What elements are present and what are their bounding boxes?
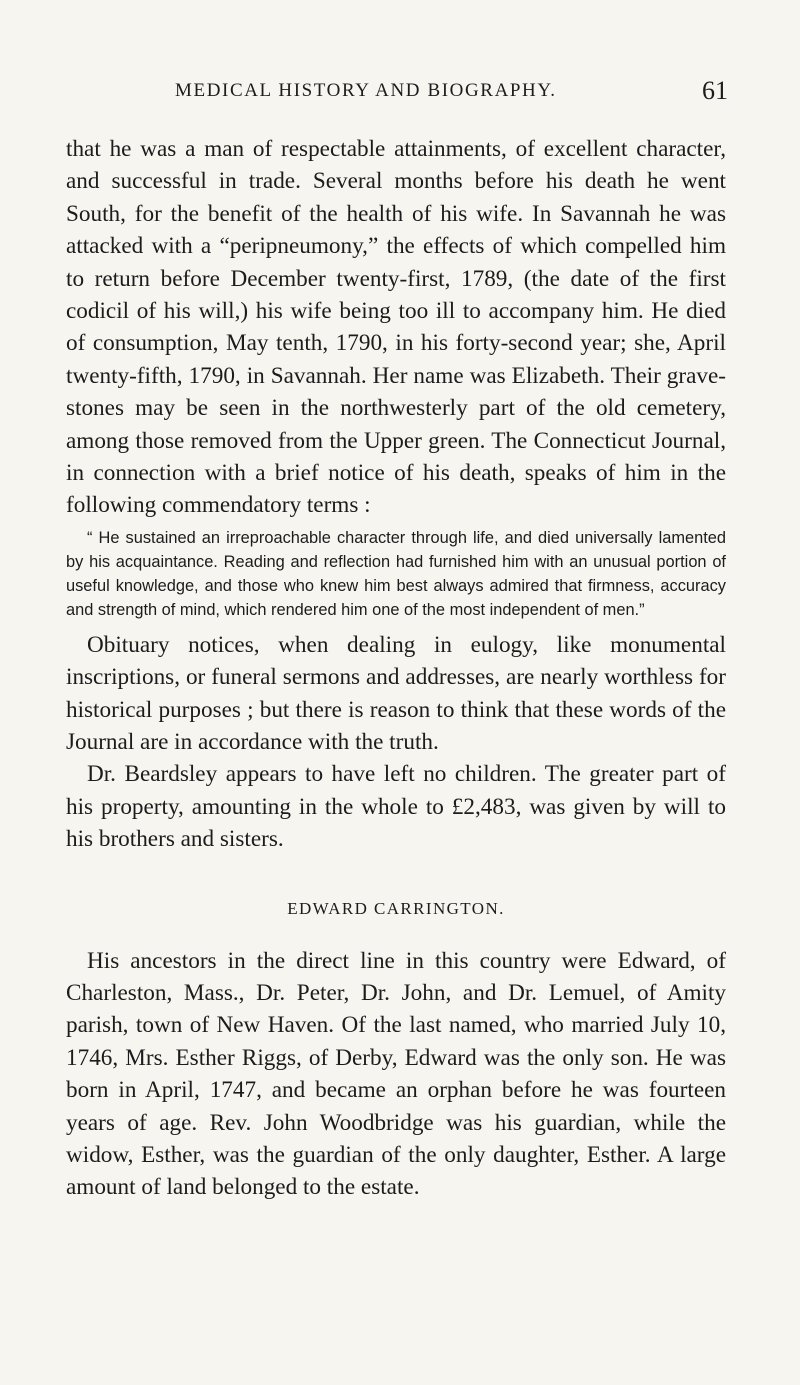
text-block — [66, 133, 726, 1204]
running-head-title: MEDICAL HISTORY AND BIOGRAPHY. — [175, 80, 557, 101]
journal-quotation: “ He sustained an irreproachable character through life, and died universally lamented by his acquaintance. Reading and reflection had furnished him with an unusual portion of useful knowledge, and those who knew him best always admired that firmness, accuracy and strength of mind, which rendered him one of the most independent of men.” — [66, 528, 726, 620]
section-heading: EDWARD CARRINGTON. — [287, 898, 505, 918]
paragraph-obituary-notices: Obituary notices, when dealing in eulogy, like monumental inscriptions, or funeral sermons and addresses, are nearly worthless for historical purposes ; but there is reason to think that these words of the Journal are in accordance with the truth. — [66, 631, 726, 755]
paragraph-carrington-ancestors: His ancestors in the direct line in this country were Edward, of Charleston, Mass., Dr. Peter, Dr. John, and Dr. Lemuel, of Amity parish, town of New Haven. Of the last named, who married July 10, 1746, Mrs. Esther Riggs, of Derby, Edward was the only son. He was born in April, 1747, and became an orphan before he was fourteen years of age. Rev. John Woodbridge was his guardian, while the widow, Esther, was the guardian of the only daughter, Esther. A large amount of land belonged to the estate. — [66, 947, 726, 1201]
paragraph-beardsley-character: that he was a man of respectable attainments, of excellent character, and successful in trade. Several months before his death he went South, for the benefit of the health of his wife. In Savannah he was attacked with a “peripneumony,” the effects of which compelled him to return before December twenty-first, 1789, (the date of the first codicil of his will,) his wife being too ill to accompany him. He died of consumption, May tenth, 1790, in his forty-second year; she, April twenty-fifth, 1790, in Savannah. Her name was Elizabeth. Their grave-stones may be seen in the northwesterly part of the old cemetery, among those removed from the Upper green. The Connecticut Journal, in connection with a brief notice of his death, speaks of him in the following commendatory terms : — [66, 136, 726, 519]
paragraph-beardsley-estate: Dr. Beardsley appears to have left no children. The greater part of his property, amounting in the whole to £2,483, was given by will to his brothers and sisters. — [66, 761, 726, 853]
running-head — [175, 76, 728, 106]
page-number: 61 — [702, 76, 728, 105]
